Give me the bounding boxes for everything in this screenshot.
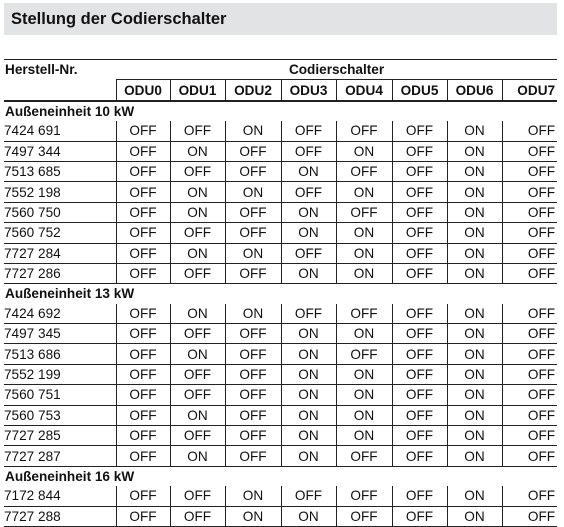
switch-state-cell: OFF [502,223,557,243]
switch-state-cell: OFF [225,364,281,384]
switch-state-cell: OFF [225,446,281,466]
switch-state-cell: OFF [116,426,170,446]
switch-state-cell: OFF [170,263,225,283]
switch-state-cell: OFF [116,385,170,405]
table-row [4,304,557,324]
switch-state-cell: OFF [281,304,336,324]
switch-state-cell: ON [225,486,281,506]
table-row [4,243,557,263]
switch-state-cell: OFF [170,385,225,405]
switch-state-cell: OFF [116,141,170,161]
coding-switch-group-header: Codierschalter [116,60,557,80]
switch-state-cell: ON [336,223,392,243]
switch-state-cell: OFF [225,202,281,222]
switch-state-cell: ON [447,263,502,283]
switch-state-cell: ON [447,202,502,222]
switch-state-cell: ON [447,223,502,243]
switch-state-cell: OFF [336,304,392,324]
switch-state-cell: OFF [116,405,170,425]
table-row [4,405,557,425]
switch-state-cell: ON [447,405,502,425]
switch-state-cell: ON [336,263,392,283]
part-number-cell: 7727 285 [4,426,116,446]
section-label: Außeneinheit 16 kW [5,469,135,484]
switch-state-cell: OFF [502,121,557,141]
part-number-cell: 7424 692 [4,304,116,324]
switch-state-cell: OFF [170,121,225,141]
switch-state-cell: ON [225,506,281,526]
switch-state-cell: ON [281,202,336,222]
switch-state-cell: ON [336,141,392,161]
switch-header-odu5: ODU5 [392,80,447,101]
switch-header-odu1: ODU1 [170,80,225,101]
part-number-cell: 7560 751 [4,385,116,405]
table-row [4,121,557,141]
part-number-cell: 7513 686 [4,344,116,364]
switch-state-cell: OFF [336,202,392,222]
switch-state-cell: OFF [392,161,447,181]
switch-state-cell: OFF [392,344,447,364]
switch-state-cell: OFF [392,385,447,405]
switch-state-cell: OFF [392,426,447,446]
section-label: Außeneinheit 13 kW [5,286,135,302]
switch-state-cell: OFF [225,161,281,181]
switch-state-cell: OFF [392,263,447,283]
switch-state-cell: ON [170,304,225,324]
switch-state-cell: OFF [281,486,336,506]
switch-state-cell: ON [336,364,392,384]
part-number-cell: 7172 844 [4,486,116,506]
switch-state-cell: OFF [502,141,557,161]
switch-state-cell: OFF [336,446,392,466]
section-row [4,101,557,121]
switch-state-cell: OFF [225,385,281,405]
switch-state-cell: ON [447,161,502,181]
part-number-cell: 7727 287 [4,446,116,466]
switch-state-cell: OFF [116,506,170,526]
switch-state-cell: OFF [336,486,392,506]
section-title: Stellung der Codierschalter [4,3,557,35]
switch-state-cell: ON [447,121,502,141]
switch-state-cell: OFF [502,405,557,425]
switch-state-cell: ON [336,243,392,263]
switch-state-cell: ON [170,141,225,161]
switch-state-cell: ON [281,223,336,243]
table-row [4,364,557,384]
part-number-cell: 7727 284 [4,243,116,263]
switch-state-cell: ON [170,405,225,425]
switch-state-cell: OFF [116,202,170,222]
switch-state-cell: OFF [502,263,557,283]
part-number-cell: 7497 345 [4,324,116,344]
part-number-cell: 7497 344 [4,141,116,161]
part-number-cell: 7727 286 [4,263,116,283]
table-row [4,324,557,344]
switch-state-cell: ON [225,121,281,141]
switch-state-cell: ON [281,263,336,283]
switch-state-cell: ON [170,344,225,364]
switch-state-cell: ON [170,202,225,222]
switch-state-cell: OFF [502,344,557,364]
switch-state-cell: OFF [116,446,170,466]
switch-state-cell: OFF [392,182,447,202]
table-row [4,182,557,202]
switch-state-cell: ON [225,304,281,324]
switch-state-cell: OFF [225,263,281,283]
table-row [4,486,557,506]
switch-state-cell: OFF [502,364,557,384]
switch-state-cell: ON [447,486,502,506]
switch-state-cell: ON [447,364,502,384]
switch-state-cell: OFF [116,161,170,181]
switch-state-cell: OFF [116,223,170,243]
switch-state-cell: OFF [225,141,281,161]
switch-state-cell: ON [281,364,336,384]
switch-state-cell: ON [336,385,392,405]
switch-state-cell: OFF [225,405,281,425]
table-row [4,263,557,283]
switch-state-cell: ON [447,324,502,344]
switch-state-cell: OFF [281,243,336,263]
switch-state-cell: ON [447,385,502,405]
switch-state-cell: ON [447,344,502,364]
switch-state-cell: OFF [116,344,170,364]
table-row [4,141,557,161]
switch-state-cell: ON [170,243,225,263]
table-row [4,446,557,466]
switch-state-cell: ON [281,324,336,344]
part-number-cell: 7560 753 [4,405,116,425]
switch-state-cell: OFF [170,364,225,384]
switch-state-cell: OFF [502,486,557,506]
part-number-cell: 7560 752 [4,223,116,243]
switch-header-odu0: ODU0 [116,80,170,101]
switch-header-odu7: ODU7 [502,80,557,101]
section-row [4,466,557,486]
switch-header-odu4: ODU4 [336,80,392,101]
part-number-header: Herstell-Nr. [4,60,116,101]
switch-state-cell: OFF [116,324,170,344]
switch-state-cell: OFF [225,223,281,243]
switch-state-cell: OFF [116,243,170,263]
part-number-cell: 7424 691 [4,121,116,141]
switch-state-cell: ON [281,506,336,526]
switch-state-cell: OFF [392,202,447,222]
switch-state-cell: ON [336,405,392,425]
switch-state-cell: OFF [116,304,170,324]
table-row [4,223,557,243]
switch-header-odu2: ODU2 [225,80,281,101]
switch-state-cell: OFF [502,506,557,526]
switch-state-cell: OFF [392,506,447,526]
switch-state-cell: OFF [336,121,392,141]
switch-state-cell: OFF [170,426,225,446]
switch-state-cell: OFF [170,324,225,344]
switch-state-cell: OFF [116,263,170,283]
switch-state-cell: OFF [170,161,225,181]
table-row [4,506,557,526]
table-row [4,202,557,222]
switch-state-cell: OFF [502,426,557,446]
switch-state-cell: OFF [116,486,170,506]
switch-state-cell: OFF [225,324,281,344]
switch-state-cell: OFF [281,141,336,161]
part-number-cell: 7552 198 [4,182,116,202]
switch-state-cell: OFF [392,324,447,344]
coding-switch-table [4,59,557,527]
switch-state-cell: OFF [392,405,447,425]
switch-header-odu6: ODU6 [447,80,502,101]
switch-state-cell: OFF [170,486,225,506]
switch-state-cell: OFF [336,161,392,181]
switch-state-cell: ON [447,243,502,263]
table-row [4,344,557,364]
switch-state-cell: OFF [225,426,281,446]
table-row [4,161,557,181]
switch-state-cell: OFF [281,121,336,141]
table-row [4,426,557,446]
switch-state-cell: OFF [392,141,447,161]
switch-state-cell: ON [225,182,281,202]
switch-state-cell: OFF [502,385,557,405]
part-number-cell: 7560 750 [4,202,116,222]
switch-state-cell: OFF [392,243,447,263]
switch-state-cell: OFF [170,506,225,526]
section-label: Außeneinheit 10 kW [5,103,135,119]
switch-state-cell: OFF [225,344,281,364]
switch-state-cell: OFF [502,243,557,263]
switch-state-cell: OFF [502,304,557,324]
switch-state-cell: OFF [392,223,447,243]
switch-state-cell: OFF [170,223,225,243]
switch-state-cell: OFF [336,344,392,364]
switch-state-cell: ON [447,304,502,324]
switch-state-cell: ON [336,182,392,202]
switch-state-cell: ON [281,446,336,466]
switch-header-odu3: ODU3 [281,80,336,101]
part-number-cell: 7552 199 [4,364,116,384]
switch-state-cell: ON [281,405,336,425]
switch-state-cell: OFF [116,182,170,202]
switch-state-cell: OFF [116,364,170,384]
switch-state-cell: ON [281,385,336,405]
switch-state-cell: OFF [392,446,447,466]
switch-state-cell: ON [447,426,502,446]
switch-state-cell: OFF [502,324,557,344]
switch-state-cell: ON [170,182,225,202]
switch-state-cell: OFF [502,446,557,466]
switch-state-cell: ON [336,426,392,446]
switch-state-cell: ON [336,324,392,344]
switch-state-cell: ON [447,141,502,161]
switch-state-cell: ON [447,446,502,466]
switch-state-cell: ON [281,344,336,364]
section-row [4,284,557,304]
switch-state-cell: ON [281,161,336,181]
switch-state-cell: ON [281,426,336,446]
switch-state-cell: OFF [502,202,557,222]
part-number-cell: 7727 288 [4,506,116,526]
switch-state-cell: OFF [392,304,447,324]
switch-state-cell: OFF [392,364,447,384]
switch-state-cell: OFF [392,486,447,506]
switch-state-cell: OFF [116,121,170,141]
switch-state-cell: ON [225,243,281,263]
switch-state-cell: OFF [392,121,447,141]
switch-state-cell: ON [170,446,225,466]
part-number-cell: 7513 685 [4,161,116,181]
switch-state-cell: OFF [281,182,336,202]
switch-state-cell: OFF [502,182,557,202]
switch-state-cell: OFF [336,506,392,526]
switch-state-cell: ON [447,506,502,526]
table-row [4,385,557,405]
switch-state-cell: ON [447,182,502,202]
switch-state-cell: OFF [502,161,557,181]
